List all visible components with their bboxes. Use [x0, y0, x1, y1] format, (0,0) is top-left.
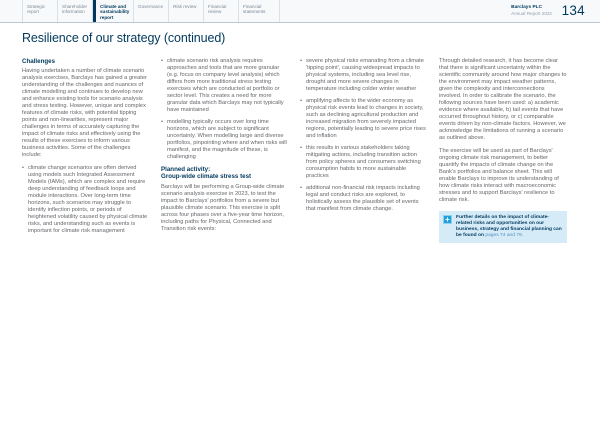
bullet-icon: • [22, 165, 24, 172]
bullet-text: modelling typically occurs over long time horizons, which are subject to significant uncertainty. When modelling large and diverse portfolios, pinpointing where and when risks will manifest, and the magnitude of these, is challenging [167, 119, 287, 160]
list-item [161, 119, 289, 161]
bullet-text: climate scenario risk analysis requires approaches and tools that are more granular (e.g. focus on company level analysis) which differs from more traditional stress testing exercises which are conducted at portfolio or sector level. This creates a need for more granular data which Barclays may not typically have maintained [167, 58, 284, 113]
planned-activity-heading [161, 166, 289, 181]
challenges-heading: Challenges [22, 58, 56, 65]
page-number: 134 [561, 3, 585, 18]
plus-icon: + [443, 215, 452, 224]
planned-activity-paragraph: Barclays will be performing a Group-wide climate scenario analysis exercise in 2023, to test the impact to Barclays' portfolios from a severe but plausible climate scenario. This exercise is split across four phases over a five-year time horizon, including paths for Physical, Connected and Transition risk events: [161, 183, 285, 232]
list-item [300, 58, 428, 93]
planned-activity-heading-line1: Planned activity: [161, 166, 211, 173]
tab-governance[interactable] [134, 0, 169, 22]
brand-subtitle: Annual Report 2022 [511, 10, 552, 16]
list-item [161, 58, 289, 114]
tab-label: Shareholder information [62, 4, 88, 15]
tab-financial-review[interactable] [204, 0, 239, 22]
tab-financial-statements[interactable] [239, 0, 280, 22]
column-4 [439, 58, 567, 243]
bullet-icon: • [161, 119, 163, 125]
tab-strategic-report[interactable] [23, 0, 58, 22]
tab-label: Climate and sustainability report [100, 4, 130, 20]
research-paragraph: Through detailed research, it has become clear that there is significant uncertainty within the scientific community around how major changes to the environment may impact weather patterns, given the complexity and interconnections involved. In order to calibrate the scenario, the following sources have been used: a) academic evidence where available, b) tail events that have occurred throughout history, or c) comparable events driven by non-climate factors. However, we acknowledge the limitations of running a scenario as outlined above. [439, 58, 567, 141]
bullet-text: severe physical risks emanating from a climate 'tipping point', causing widespread impacts to physical systems, including sea level rise, drought and more severe changes in temperature including colder winter weather [306, 58, 424, 92]
bullet-icon: • [300, 58, 302, 64]
exercise-use-paragraph: The exercise will be used as part of Barclays' ongoing climate risk management, to better quantify the impacts of climate change on the Bank's portfolios and balance sheet. This will enable Barclays to improve its understanding of how climate risks interact with macroeconomic stresses and to support Barclays' resilience to climate risk. [439, 148, 559, 203]
bullet-text: amplifying affects to the wider economy as physical risk events lead to changes in society, such as declining agricultural production and increased migration from severely impacted regions, potentially leading to severe price rises and inflation [306, 98, 426, 139]
list-item [300, 185, 428, 213]
tab-risk-review[interactable] [169, 0, 204, 22]
report-brand [511, 5, 552, 16]
planned-activity-heading-line2: Group-wide climate stress test [161, 173, 252, 181]
page-title: Resilience of our strategy (continued) [22, 31, 226, 45]
callout-bold-text: Further details on the impact of climate-related risks and opportunities on our business, strategy and financial planning can be found on [456, 215, 562, 239]
tab-label: Financial statements [243, 4, 266, 15]
list-item [300, 98, 428, 140]
list-item [300, 145, 428, 180]
bullet-icon: • [161, 58, 163, 64]
tab-label: Strategic report [27, 4, 46, 15]
page-content [22, 58, 578, 243]
bullet-icon: • [300, 185, 302, 191]
list-item [22, 165, 150, 235]
bullet-text: climate change scenarios are often derived using models such Integrated Assessment Models (IAMs), which are complex and require deep understanding of feedback loops and module interactions. Over long-term time horizons, such scenarios may struggle to identify inflection points, or periods of heightened volatility caused by physical climate risks, and understanding such as events is important for climate risk management [28, 165, 148, 235]
challenges-intro-paragraph: Having undertaken a number of climate scenario analysis exercises, Barclays has gained a greater understanding of the challenges and nuances of climate modelling and continues to develop new and enhance existing tools for scenario analysis and stress testing. However, unique and complex features of climate risks, with potential tipping points and non-linearities, represent major challenges in terms of accurately capturing the impact of climate risks and effectively using the results of these exercises to inform various business activities. Some of the challenges include: [22, 68, 147, 159]
brand-name: Barclays PLC [511, 5, 543, 10]
tab-label: Financial review [208, 4, 227, 15]
column-3 [300, 58, 428, 243]
bullet-text: this results in various stakeholders taking mitigating actions, including transition action from policy spheres and consumers switching consumption habits to more sustainable practices [306, 145, 421, 179]
further-details-callout[interactable] [439, 211, 567, 243]
tab-shareholder-information[interactable] [58, 0, 93, 22]
callout-page-reference[interactable]: pages 74 and 76. [485, 233, 524, 239]
column-1 [22, 58, 150, 243]
tab-label: Governance [138, 4, 164, 9]
bullet-text: additional non-financial risk impacts including legal and conduct risks are explored, to holistically assess the plausible set of events that manifest from climate change. [306, 185, 420, 212]
tab-label: Risk review [173, 4, 197, 9]
tab-climate-and-sustainability-report[interactable] [93, 0, 134, 22]
callout-text [456, 215, 562, 239]
bullet-icon: • [300, 98, 302, 104]
bullet-icon: • [300, 145, 302, 151]
report-header [0, 0, 600, 23]
column-2 [161, 58, 289, 243]
